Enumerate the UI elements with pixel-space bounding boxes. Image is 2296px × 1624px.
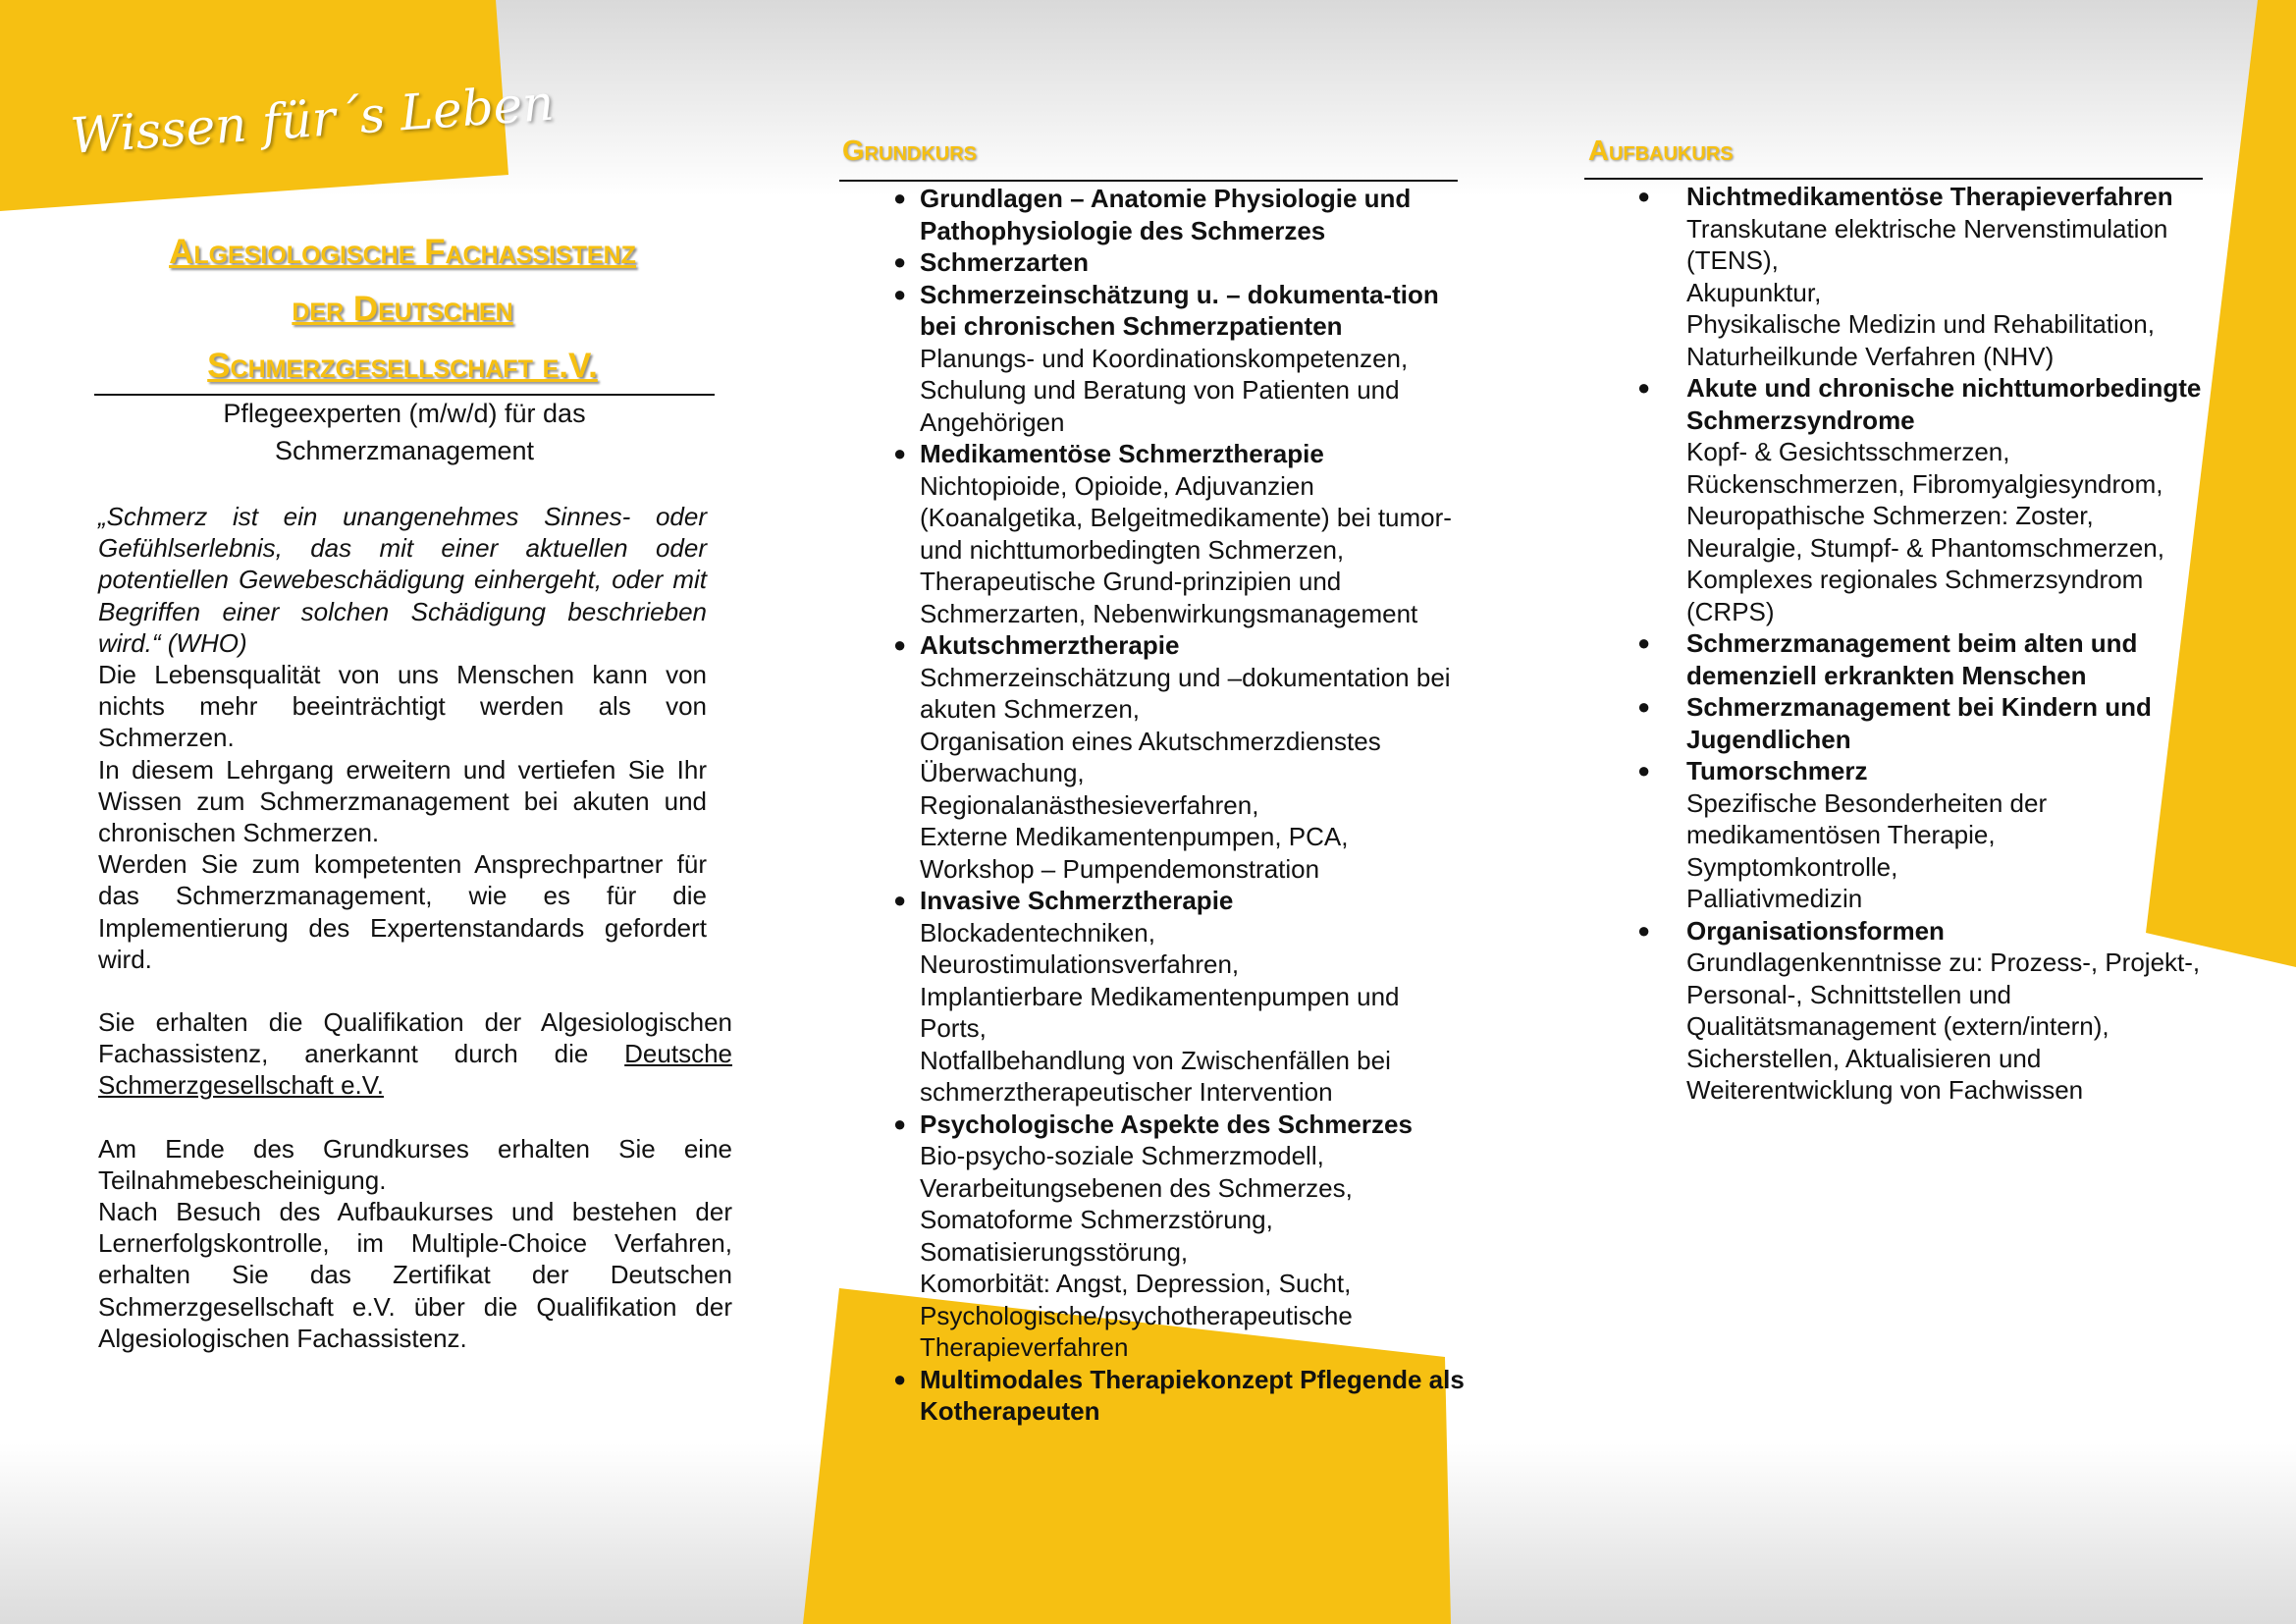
aufbaukurs-heading: Aufbaukurs <box>1588 135 1734 167</box>
aufbaukurs-list <box>1637 181 2216 1107</box>
grundkurs-item-title: Invasive Schmerztherapie <box>920 886 1234 915</box>
bullet-icon: ● <box>1637 375 1651 400</box>
bullet-icon: ● <box>893 186 907 210</box>
aufbaukurs-item-title: Schmerzmanagement bei Kindern und Jugendlichen <box>1686 692 2152 754</box>
bullet-icon: ● <box>1637 758 1651 783</box>
aufbaukurs-item-title: Tumorschmerz <box>1686 756 1868 785</box>
intro-paragraph-1: Die Lebensqualität von uns Menschen kann von nichts mehr beeinträchtigt werden als von Schmerzen. <box>98 660 707 753</box>
dgss-link[interactable]: Deutsche Schmerzgesellschaft e.V. <box>98 1039 732 1101</box>
bullet-icon: ● <box>1637 184 1651 208</box>
grundkurs-item <box>893 1109 1469 1364</box>
grundkurs-item-title: Medikamentöse Schmerztherapie <box>920 439 1324 468</box>
grundkurs-item <box>893 279 1469 439</box>
grundkurs-item-detail: Nichtopioide, Opioide, Adjuvanzien (Koanalgetika, Belgeitmedikamente) bei tumor- und nichttumorbedingten Schmerzen, Therapeutische Grund-prinzipien und Schmerzarten, Nebenwirkungsmanagement <box>920 470 1452 628</box>
aufbaukurs-item-title: Schmerzmanagement beim alten und demenziell erkrankten Menschen <box>1686 628 2138 690</box>
course-title <box>59 224 746 395</box>
bullet-icon: ● <box>1637 630 1651 655</box>
intro-paragraph-3: Werden Sie zum kompetenten Ansprechpartner für das Schmerzmanagement, wie es für die Implementierung des Expertenstandards gefordert wird. <box>98 849 707 974</box>
grundkurs-item-title: Schmerzarten <box>920 247 1089 277</box>
bullet-icon: ● <box>1637 917 1651 943</box>
bullet-icon: ● <box>893 888 907 912</box>
intro-paragraph-4 <box>98 1006 732 1102</box>
intro-paragraph-2: In diesem Lehrgang erweitern und vertiefen Sie Ihr Wissen zum Schmerzmanagement bei akuten und chronischen Schmerzen. <box>98 754 707 848</box>
grundkurs-list <box>893 183 1469 1428</box>
who-quote: „Schmerz ist ein unangenehmes Sinnes- oder Gefühlserlebnis, das mit einer aktuellen oder potentiellen Gewebeschädigung einhergeht, oder mit Begriffen einer solchen Schädigung beschrieben wird.“ (WHO) <box>98 502 707 658</box>
course-title-line3: Schmerzgesellschaft e.V. <box>207 347 598 385</box>
subtitle-line2: Schmerzmanagement <box>274 436 535 465</box>
aufbaukurs-item-title: Organisationsformen <box>1686 915 1945 946</box>
aufbaukurs-item-title: Akute und chronische nichttumorbedingte Schmerzsyndrome <box>1686 373 2202 435</box>
aufbaukurs-divider <box>1584 178 2203 180</box>
aufbaukurs-item-detail: Spezifische Besonderheiten der medikamentösen Therapie, Symptomkontrolle, Palliativmedizin <box>1686 787 2048 913</box>
bullet-icon: ● <box>1637 694 1651 719</box>
aufbaukurs-item-title: Nichtmedikamentöse Therapieverfahren <box>1686 182 2173 211</box>
aufbaukurs-item <box>1637 627 2216 691</box>
bullet-icon: ● <box>893 632 907 657</box>
aufbaukurs-item-detail: Grundlagenkenntnisse zu: Prozess-, Projekt-, Personal-, Schnittstellen und Qualitätsmanagement (extern/intern), Sicherstellen, Aktualisieren und Weiterentwicklung von Fachwissen <box>1686 947 2201 1105</box>
bullet-icon: ● <box>893 249 907 274</box>
grundkurs-item <box>893 183 1469 246</box>
grundkurs-item <box>893 1364 1469 1428</box>
aufbaukurs-item <box>1637 372 2216 627</box>
aufbaukurs-item <box>1637 915 2216 1107</box>
bullet-icon: ● <box>893 1110 907 1136</box>
grundkurs-divider <box>839 180 1458 182</box>
bullet-icon: ● <box>893 281 907 306</box>
grundkurs-item-detail: Blockadentechniken, Neurostimulationsverfahren, Implantierbare Medikamentenpumpen und Ports, Notfallbehandlung von Zwischenfällen bei schmerztherapeutischer Intervention <box>920 917 1400 1107</box>
grundkurs-item-detail: Planungs- und Koordinationskompetenzen, Schulung und Beratung von Patienten und Angehörigen <box>920 343 1409 437</box>
brand-slogan: Wissen für´s Leben <box>69 74 557 165</box>
aufbaukurs-item-detail: Kopf- & Gesichtsschmerzen, Rückenschmerzen, Fibromyalgiesyndrom, Neuropathische Schmerzen: Zoster, Neuralgie, Stumpf- & Phantomschmerzen, Komplexes regionales Schmerzsyndrom (CRPS) <box>1686 437 2164 626</box>
grundkurs-item <box>893 246 1469 279</box>
grundkurs-heading: Grundkurs <box>842 135 978 167</box>
intro-paragraph-6: Nach Besuch des Aufbaukurses und bestehen der Lernerfolgskontrolle, im Multiple-Choice Verfahren, erhalten Sie das Zertifikat der Deutschen Schmerzgesellschaft e.V. über die Qualifikation der Algesiologischen Fachassistenz. <box>98 1197 732 1353</box>
grundkurs-item-title: Multimodales Therapiekonzept Pflegende als Kotherapeuten <box>920 1364 1465 1426</box>
course-title-line2: der Deutschen <box>292 290 513 328</box>
grundkurs-item-detail: Bio-psycho-soziale Schmerzmodell, Verarbeitungsebenen des Schmerzes, Somatoforme Schmerzstörung, Somatisierungsstörung, Komorbität: Angst, Depression, Sucht, Psychologische/psychotherapeutische Therapieverfahren <box>920 1141 1353 1362</box>
course-title-line1: Algesiologische Fachassistenz <box>169 233 636 271</box>
grundkurs-item <box>893 438 1469 629</box>
intro-paragraph-4-text: Sie erhalten die Qualifikation der Algesiologischen Fachassistenz, anerkannt durch die <box>98 1007 732 1069</box>
aufbaukurs-item <box>1637 691 2216 755</box>
grundkurs-item-title: Schmerzeinschätzung u. – dokumenta-tion bei chronischen Schmerzpatienten <box>920 279 1439 341</box>
bullet-icon: ● <box>893 1366 907 1391</box>
intro-paragraph-5: Am Ende des Grundkurses erhalten Sie eine Teilnahmebescheinigung. <box>98 1133 732 1195</box>
aufbaukurs-item <box>1637 181 2216 372</box>
intro-text <box>98 501 732 1354</box>
aufbaukurs-item-detail: Transkutane elektrische Nervenstimulation (TENS), Akupunktur, Physikalische Medizin und Rehabilitation, Naturheilkunde Verfahren (NHV) <box>1686 213 2168 371</box>
subtitle <box>94 395 715 469</box>
subtitle-line1: Pflegeexperten (m/w/d) für das <box>223 399 586 428</box>
grundkurs-item <box>893 629 1469 885</box>
grundkurs-item <box>893 885 1469 1109</box>
grundkurs-item-title: Grundlagen – Anatomie Physiologie und Pathophysiologie des Schmerzes <box>920 184 1412 245</box>
grundkurs-item-title: Psychologische Aspekte des Schmerzes <box>920 1109 1413 1139</box>
grundkurs-item-detail: Schmerzeinschätzung und –dokumentation bei akuten Schmerzen, Organisation eines Akutschmerzdienstes Überwachung, Regionalanästhesieverfahren, Externe Medikamentenpumpen, PCA, Workshop – Pumpendemonstration <box>920 662 1451 884</box>
aufbaukurs-item <box>1637 755 2216 915</box>
bullet-icon: ● <box>893 441 907 465</box>
grundkurs-item-title: Akutschmerztherapie <box>920 630 1180 660</box>
